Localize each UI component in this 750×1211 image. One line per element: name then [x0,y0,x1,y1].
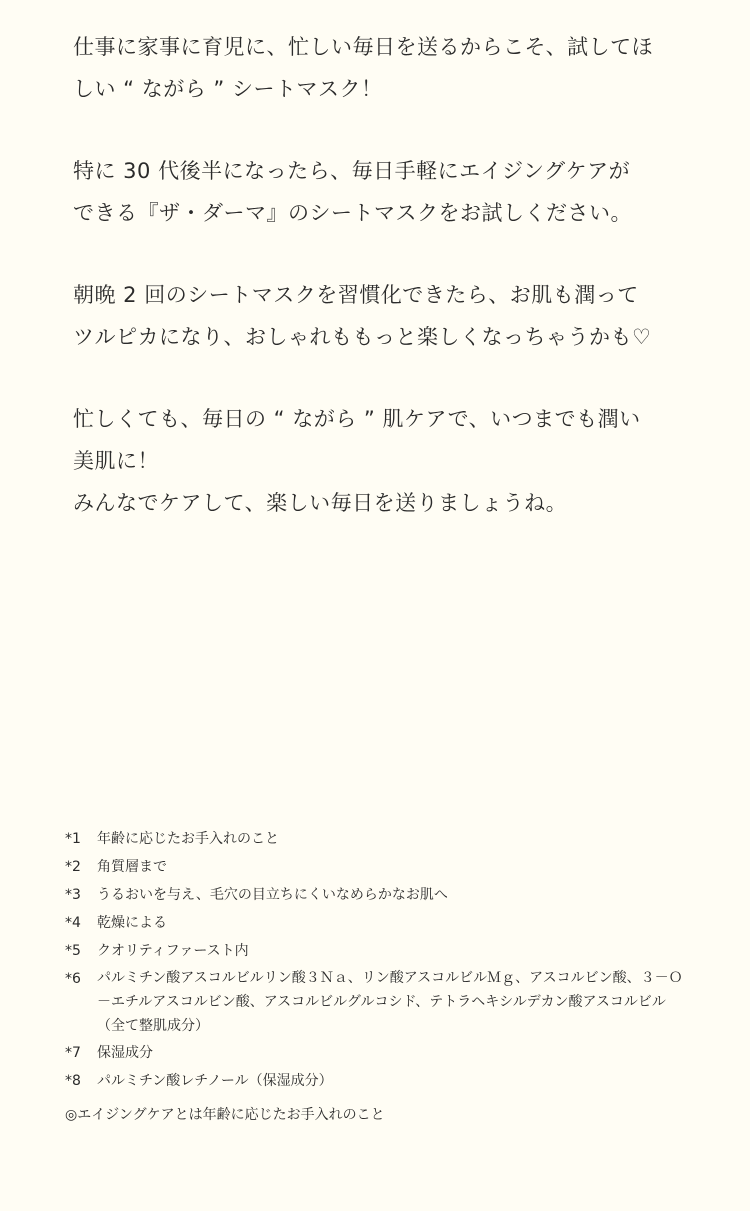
footnote-text: パルミチン酸レチノール（保湿成分） [97,1073,333,1089]
footnote-text: 年齢に応じたお手入れのこと [97,831,279,847]
footnote-text: うるおいを与え、毛穴の目立ちにくいなめらかなお肌へ [97,887,448,903]
footnote-mark: *1 [65,831,81,847]
paragraph-line: 美肌に！ [73,449,159,473]
footnote-mark: *8 [65,1073,81,1089]
footnote-text: 乾燥による [97,915,167,931]
footnote-text: クオリティファースト内 [97,943,249,959]
footnote [65,966,685,1038]
footnote [65,882,685,908]
footnote [65,1068,685,1094]
paragraph [73,274,693,358]
footnote-mark: *7 [65,1045,81,1061]
footnotes [65,826,685,1128]
footnote-mark: *6 [65,971,81,987]
footnote-mark: *4 [65,915,81,931]
paragraph-line: 特に 30 代後半になったら、毎日手軽にエイジングケアが [73,159,631,183]
footnote [65,1040,685,1066]
footnote [65,910,685,936]
footnote-mark: *3 [65,887,81,903]
footnote [65,938,685,964]
footnote-text: 角質層まで [97,859,167,875]
footnote-text: パルミチン酸アスコルビルリン酸３Ｎａ、リン酸アスコルビルＭｇ、アスコルビン酸、３－Ｏ－エチルアスコルビン酸、アスコルビルグルコシド、テトラヘキシルデカン酸アスコルビル（全て整肌成分） [97,970,683,1034]
paragraph-line: しい “ ながら ” シートマスク！ [73,77,383,101]
paragraph-line: 朝晩 2 回のシートマスクを習慣化できたら、お肌も潤って [73,283,639,307]
paragraph-line: ツルピカになり、おしゃれももっと楽しくなっちゃうかも♡ [73,325,652,349]
paragraph [73,150,693,234]
paragraph-line: 仕事に家事に育児に、忙しい毎日を送るからこそ、試してほ [73,35,654,59]
paragraph-line: できる『ザ・ダーマ』のシートマスクをお試しください。 [73,201,632,225]
footnote-mark: *2 [65,859,81,875]
message-body [73,26,693,564]
footnote-text: 保湿成分 [97,1045,153,1061]
paragraph-line: みんなでケアして、楽しい毎日を送りましょうね。 [73,491,568,515]
footnote [65,854,685,880]
paragraph [73,26,693,110]
paragraph [73,398,693,524]
paragraph-line: 忙しくても、毎日の “ ながら ” 肌ケアで、いつまでも潤い [73,407,641,431]
footnote [65,826,685,852]
footnote-mark: *5 [65,943,81,959]
aging-care-note: ◎エイジングケアとは年齢に応じたお手入れのこと [65,1107,385,1123]
